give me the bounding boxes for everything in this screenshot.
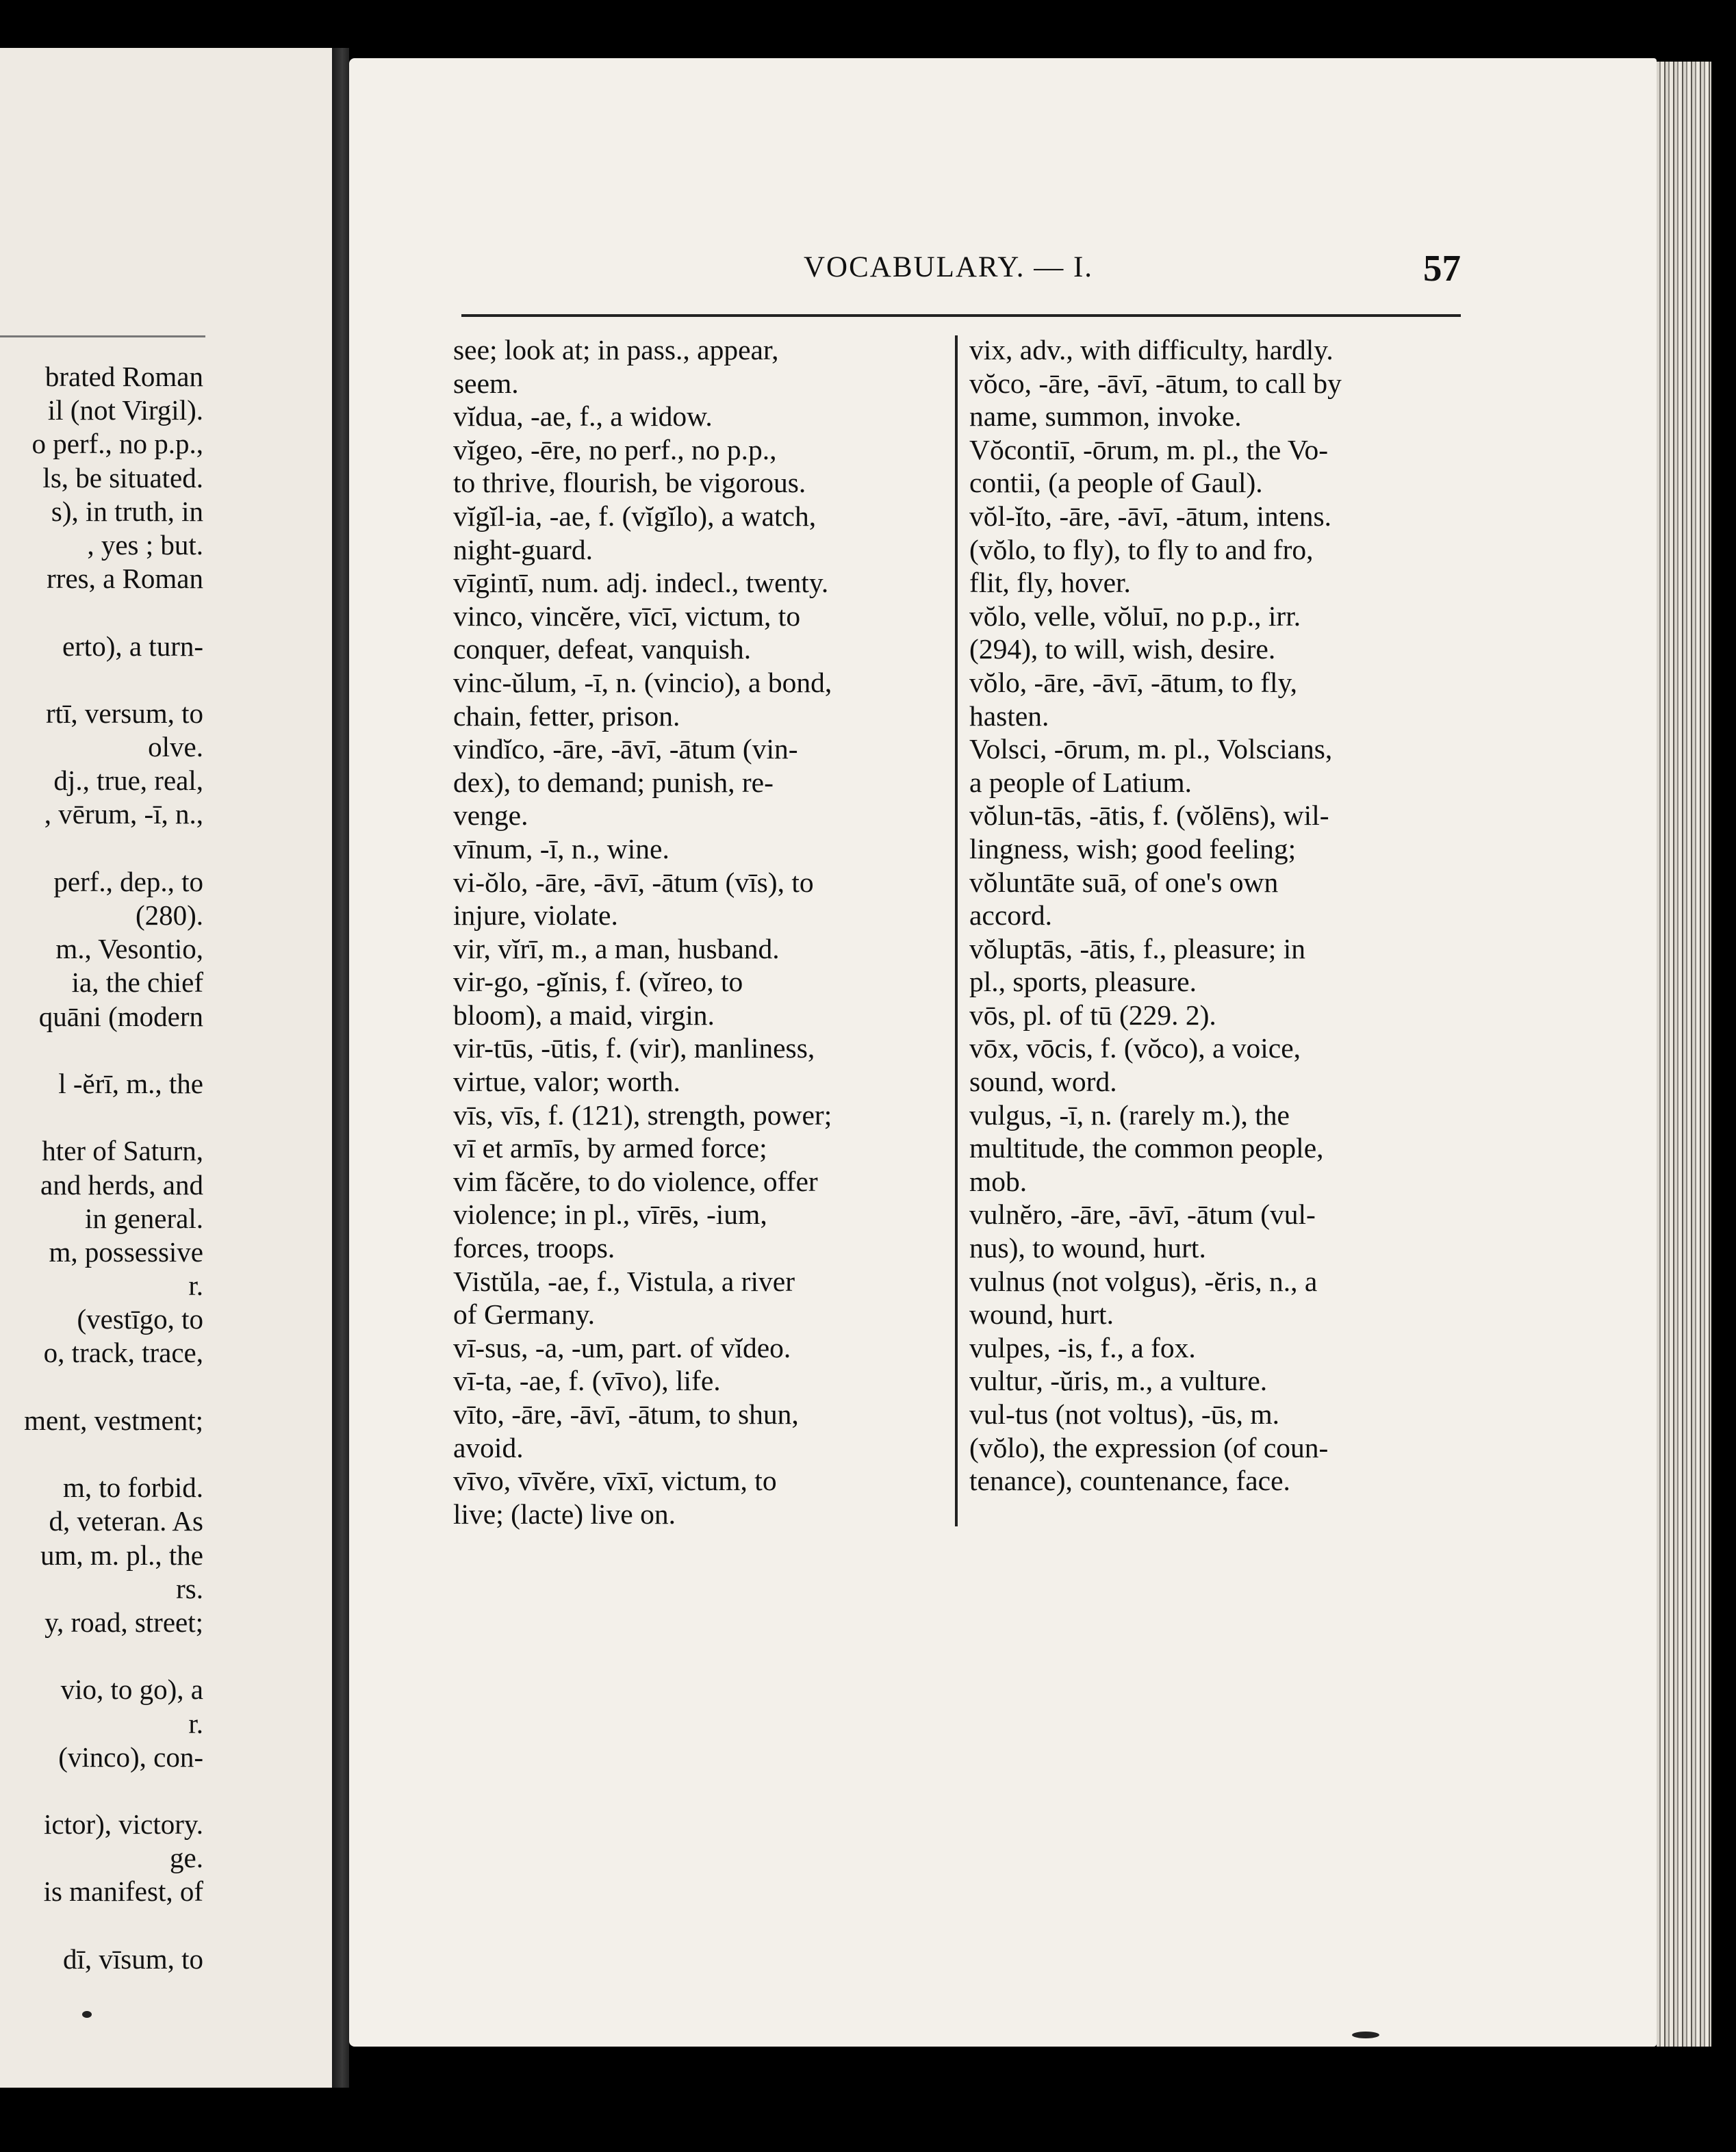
entry-line: live; (lacte) live on. <box>453 1498 676 1530</box>
entry-line: vī et armīs, by armed force; <box>453 1132 767 1164</box>
left-page-line: rs. <box>176 1572 203 1604</box>
entry-line: dex), to demand; punish, re- <box>453 766 774 798</box>
entry-line: vĭdua, -ae, f., a widow. <box>453 400 713 433</box>
left-page-line: il (not Virgil). <box>47 394 203 426</box>
left-page-line: dī, vīsum, to <box>62 1943 203 1975</box>
entry-line: vinc-ŭlum, -ī, n. (vincio), a bond, <box>453 666 832 698</box>
left-page-line: vio, to go), a <box>60 1674 203 1706</box>
entry-line: vindĭco, -āre, -āvī, -ātum (vin- <box>453 733 798 765</box>
left-page-line <box>0 1034 203 1067</box>
entry-line: vultur, -ŭris, m., a vulture. <box>969 1365 1268 1397</box>
print-speck <box>1352 2032 1379 2038</box>
left-page-line: (280). <box>135 899 203 931</box>
entry-line: violence; in pl., vīrēs, -ium, <box>453 1199 767 1231</box>
left-page-line <box>0 1370 203 1404</box>
entry-line: name, summon, invoke. <box>969 400 1242 433</box>
left-page-line: , yes ; but. <box>87 528 203 561</box>
entry-line: nus), to wound, hurt. <box>969 1232 1206 1264</box>
left-page-line: is manifest, of <box>43 1875 203 1908</box>
entry-line: mob. <box>969 1165 1027 1197</box>
left-page-line: d, veteran. As <box>49 1505 203 1537</box>
left-page-line: in general. <box>84 1202 203 1234</box>
entry-line: vīnum, -ī, n., wine. <box>453 832 669 864</box>
left-page-line <box>0 832 203 865</box>
entry-line: seem. <box>453 367 519 399</box>
entry-line: of Germany. <box>453 1298 596 1331</box>
header-rule <box>461 314 1461 317</box>
left-page-line: l -ĕrī, m., the <box>58 1067 203 1099</box>
left-page-line: o perf., no p.p., <box>31 428 203 460</box>
entry-line: Vistŭla, -ae, f., Vistula, a river <box>453 1265 795 1297</box>
entry-line: vulgus, -ī, n. (rarely m.), the <box>969 1099 1290 1131</box>
left-page-line <box>0 1437 203 1471</box>
left-page-line: olve. <box>148 731 203 763</box>
entry-line: multitude, the common people, <box>969 1132 1324 1164</box>
left-page-line: r. <box>188 1270 203 1302</box>
left-page-line: m, to forbid. <box>63 1472 203 1504</box>
left-page-line: hter of Saturn, <box>42 1135 203 1167</box>
left-page-text <box>0 360 203 1976</box>
entry-line: virtue, valor; worth. <box>453 1066 680 1098</box>
entry-line: injure, violate. <box>453 899 618 932</box>
left-page-line: m., Vesontio, <box>55 933 203 965</box>
left-page-line: y, road, street; <box>44 1606 203 1638</box>
left-page-line: perf., dep., to <box>53 865 203 897</box>
entry-line: bloom), a maid, virgin. <box>453 999 715 1031</box>
entry-line: vŏlo, velle, vŏluī, no p.p., irr. <box>969 600 1301 632</box>
entry-line: wound, hurt. <box>969 1298 1114 1331</box>
entry-line: vīvo, vīvĕre, vīxī, victum, to <box>453 1465 777 1497</box>
entry-line: pl., sports, pleasure. <box>969 966 1197 998</box>
left-page-rule <box>0 335 205 337</box>
entry-line: vŏlun-tās, -ātis, f. (vŏlēns), wil- <box>969 799 1329 832</box>
entry-line: accord. <box>969 899 1052 932</box>
entry-line: vŏco, -āre, -āvī, -ātum, to call by <box>969 367 1342 399</box>
left-page-line: (vestīgo, to <box>77 1303 203 1335</box>
entry-line: vir-tūs, -ūtis, f. (vir), manliness, <box>453 1032 815 1064</box>
entry-line: hasten. <box>969 700 1049 732</box>
left-page-line: dj., true, real, <box>53 765 203 797</box>
left-page-line: , vērum, -ī, n., <box>44 798 203 830</box>
left-page-line: ge. <box>170 1842 203 1874</box>
left-page-line: quāni (modern <box>38 1000 203 1032</box>
entry-line: forces, troops. <box>453 1232 615 1264</box>
left-page-line <box>0 1639 203 1673</box>
page-edges <box>1657 62 1711 2047</box>
entry-line: conquer, defeat, vanquish. <box>453 633 752 665</box>
entry-line: vī-ta, -ae, f. (vīvo), life. <box>453 1365 721 1397</box>
left-page-line <box>0 1101 203 1134</box>
left-page-line: erto), a turn- <box>62 630 203 662</box>
entry-line: sound, word. <box>969 1066 1117 1098</box>
entry-line: vi-ŏlo, -āre, -āvī, -ātum (vīs), to <box>453 866 814 898</box>
entry-line: vī-sus, -a, -um, part. of vĭdeo. <box>453 1331 791 1363</box>
vocabulary-column-right <box>969 333 1462 1498</box>
entry-line: vir, vĭrī, m., a man, husband. <box>453 932 780 964</box>
left-page-line: brated Roman <box>44 361 203 392</box>
entry-line: vĭgĭl-ia, -ae, f. (vĭgĭlo), a watch, <box>453 500 817 532</box>
page-number: 57 <box>1423 247 1461 289</box>
entry-line: (vŏlo), the expression (of coun- <box>969 1431 1329 1463</box>
entry-line: vim făcĕre, to do violence, offer <box>453 1165 818 1197</box>
left-page-line: s), in truth, in <box>51 495 203 527</box>
left-page-line: r. <box>188 1707 203 1739</box>
left-page-line <box>0 663 203 697</box>
entry-line: contii, (a people of Gaul). <box>969 467 1263 499</box>
entry-line: avoid. <box>453 1431 524 1463</box>
entry-line: vōs, pl. of tū (229. 2). <box>969 999 1216 1031</box>
entry-line: vir-go, -gĭnis, f. (vĭreo, to <box>453 966 743 998</box>
entry-line: to thrive, flourish, be vigorous. <box>453 467 806 499</box>
entry-line: vīgintī, num. adj. indecl., twenty. <box>453 567 829 599</box>
entry-line: see; look at; in pass., appear, <box>453 334 779 366</box>
entry-line: night-guard. <box>453 533 593 565</box>
running-head: VOCABULARY. — I. <box>804 251 1094 283</box>
entry-line: Vŏcontiī, -ōrum, m. pl., the Vo- <box>969 433 1329 465</box>
entry-line: (vŏlo, to fly), to fly to and fro, <box>969 533 1314 565</box>
entry-line: flit, fly, hover. <box>969 567 1131 599</box>
left-page-line: rtī, versum, to <box>45 697 203 729</box>
entry-line: chain, fetter, prison. <box>453 700 680 732</box>
entry-line: vōx, vōcis, f. (vŏco), a voice, <box>969 1032 1301 1064</box>
left-page-line: and herds, and <box>40 1168 203 1201</box>
entry-line: vŏluptās, -ātis, f., pleasure; in <box>969 932 1305 964</box>
entry-line: vŏlo, -āre, -āvī, -ātum, to fly, <box>969 666 1298 698</box>
left-page-line: rres, a Roman <box>47 563 203 595</box>
entry-line: vinco, vincĕre, vīcī, victum, to <box>453 600 801 632</box>
entry-line: vulnĕro, -āre, -āvī, -ātum (vul- <box>969 1199 1316 1231</box>
entry-line: vĭgeo, -ēre, no perf., no p.p., <box>453 433 777 465</box>
entry-line: (294), to will, wish, desire. <box>969 633 1276 665</box>
left-page-line: m, possessive <box>49 1235 203 1268</box>
entry-line: vīto, -āre, -āvī, -ātum, to shun, <box>453 1398 799 1430</box>
page-header <box>464 246 1461 294</box>
column-divider <box>955 335 958 1526</box>
vocabulary-column-left <box>453 333 946 1530</box>
entry-line: a people of Latium. <box>969 766 1192 798</box>
entry-line: lingness, wish; good feeling; <box>969 832 1297 864</box>
entry-line: vŏluntāte suā, of one's own <box>969 866 1279 898</box>
left-page-line <box>0 595 203 629</box>
left-page-line <box>0 1909 203 1943</box>
entry-line: vul-tus (not voltus), -ūs, m. <box>969 1398 1280 1430</box>
left-page-line: ictor), victory. <box>43 1808 203 1841</box>
print-speck <box>82 2011 92 2018</box>
entry-line: vīs, vīs, f. (121), strength, power; <box>453 1099 832 1131</box>
left-page-line: ls, be situated. <box>42 461 203 494</box>
left-page-line: ia, the chief <box>71 966 203 999</box>
book-gutter <box>332 48 349 2088</box>
entry-line: vŏl-ĭto, -āre, -āvī, -ātum, intens. <box>969 500 1331 532</box>
left-page-line: o, track, trace, <box>43 1337 203 1369</box>
left-page <box>0 48 332 2088</box>
left-page-line: um, m. pl., the <box>40 1539 203 1571</box>
entry-line: venge. <box>453 799 528 832</box>
entry-line: vulnus (not volgus), -ĕris, n., a <box>969 1265 1318 1297</box>
left-page-line <box>0 1774 203 1808</box>
left-page-line: ment, vestment; <box>24 1404 203 1436</box>
entry-line: tenance), countenance, face. <box>969 1465 1290 1497</box>
entry-line: vix, adv., with difficulty, hardly. <box>969 334 1333 366</box>
left-page-line: (vinco), con- <box>58 1741 203 1773</box>
entry-line: vulpes, -is, f., a fox. <box>969 1331 1196 1363</box>
entry-line: Volsci, -ōrum, m. pl., Volscians, <box>969 733 1333 765</box>
